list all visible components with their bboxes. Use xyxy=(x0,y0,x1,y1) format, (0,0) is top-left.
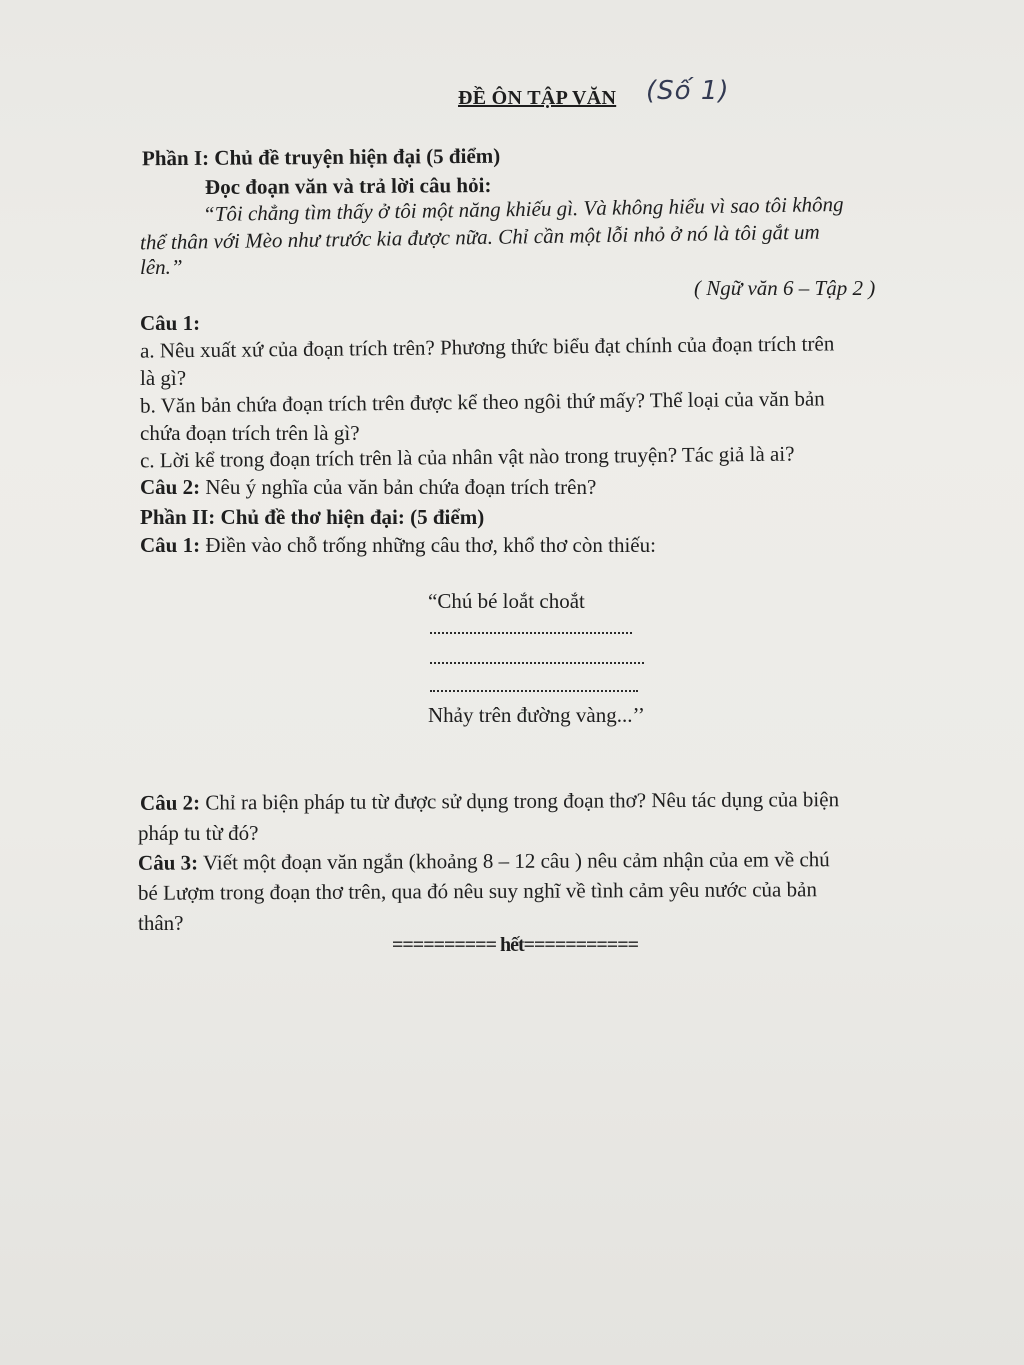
part1-q2-label: Câu 2: xyxy=(140,475,201,499)
part2-q2-text: Chỉ ra biện pháp tu từ được sử dụng trong đoạn thơ? Nêu tác dụng của biện xyxy=(200,787,840,815)
part2-q1 xyxy=(140,531,656,559)
part2-heading: Phần II: Chủ đề thơ hiện đại: (5 điểm) xyxy=(140,505,485,529)
end-marker: ========== hết=========== xyxy=(392,934,638,956)
blank-line-2 xyxy=(430,662,644,664)
part2-q2-label: Câu 2: xyxy=(139,790,201,815)
part2-q2-line-2: pháp tu từ đó? xyxy=(138,821,259,845)
poem-first-line: “Chú bé loắt choắt xyxy=(428,589,585,613)
part1-instruction: Đọc đoạn văn và trả lời câu hỏi: xyxy=(204,173,492,199)
part2-q3-text: Viết một đoạn văn ngắn (khoảng 8 – 12 câu ) nêu cảm nhận của em về chú xyxy=(198,847,830,875)
part1-q1a-line-2: là gì? xyxy=(140,366,187,390)
part1-q1b-line-1: b. Văn bản chứa đoạn trích trên được kể theo ngôi thứ mấy? Thể loại của văn bản xyxy=(139,386,825,418)
blank-line-3 xyxy=(430,690,638,692)
part1-q1c: c. Lời kể trong đoạn trích trên là của nhân vật nào trong truyện? Tác giả là ai? xyxy=(139,441,795,473)
part1-q2 xyxy=(140,473,596,501)
excerpt-source: ( Ngữ văn 6 – Tập 2 ) xyxy=(694,276,876,300)
part1-heading: Phần I: Chủ đề truyện hiện đại (5 điểm) xyxy=(141,143,501,171)
page-title: ĐỀ ÔN TẬP VĂN xyxy=(458,87,617,109)
part2-q3-line-3: thân? xyxy=(138,911,184,935)
poem-last-line: Nhảy trên đường vàng...’’ xyxy=(428,703,645,727)
part1-q1-label: Câu 1: xyxy=(140,311,201,335)
part1-q1a-line-1: a. Nêu xuất xứ của đoạn trích trên? Phương thức biểu đạt chính của đoạn trích trên xyxy=(139,331,835,363)
excerpt-line-2: thể thân với Mèo như trước kia được nữa. Chỉ cần một lỗi nhỏ ở nó là tôi gắt um xyxy=(139,219,820,255)
part2-q1-text: Điền vào chỗ trống những câu thơ, khổ thơ còn thiếu: xyxy=(200,533,656,557)
excerpt-line-3: lên.” xyxy=(140,255,183,279)
part2-q1-label: Câu 1: xyxy=(140,533,201,557)
excerpt-line-1: “Tôi chẳng tìm thấy ở tôi một năng khiếu gì. Và không hiểu vì sao tôi không xyxy=(202,191,844,227)
part2-q2-line-1 xyxy=(140,785,839,817)
part2-q3-label: Câu 3: xyxy=(137,850,199,875)
part1-q1b-line-2: chứa đoạn trích trên là gì? xyxy=(140,421,360,445)
blank-line-1 xyxy=(430,632,632,634)
handwritten-note: (Số 1) xyxy=(646,76,730,106)
part2-q3-line-2: bé Lượm trong đoạn thơ trên, qua đó nêu suy nghĩ về tình cảm yêu nước của bản xyxy=(137,877,817,905)
part1-q2-text: Nêu ý nghĩa của văn bản chứa đoạn trích trên? xyxy=(200,475,597,499)
part2-q3-line-1 xyxy=(138,845,830,877)
